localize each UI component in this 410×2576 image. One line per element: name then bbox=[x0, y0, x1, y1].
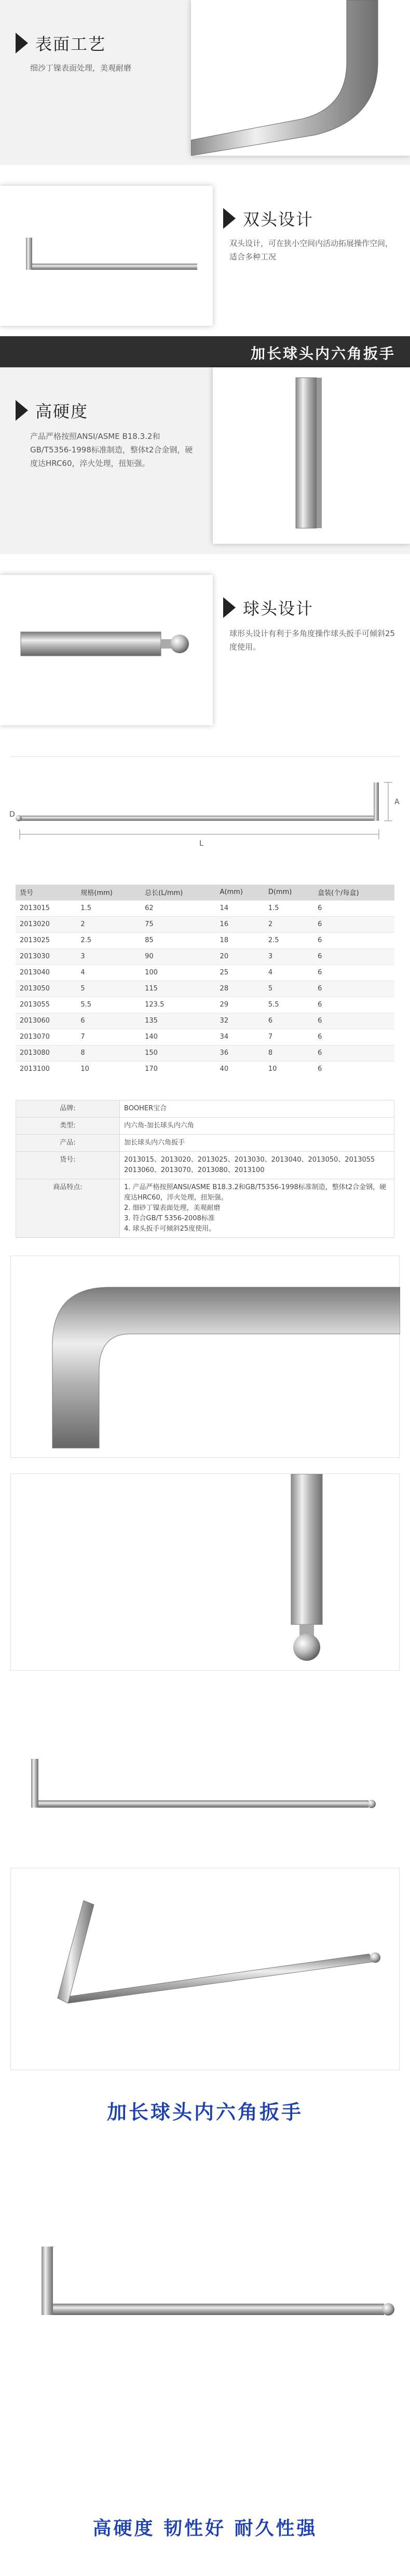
table-cell: 34 bbox=[216, 1029, 264, 1045]
feature-double-head-head bbox=[223, 206, 313, 230]
feature-double-head-desc: 双头设计，可在狭小空间内活动拓展操作空间，适合多种工况 bbox=[229, 239, 393, 261]
table-cell: 6 bbox=[313, 1013, 394, 1029]
table-cell: 2.5 bbox=[76, 932, 141, 948]
column-header: 总长(L/mm) bbox=[141, 885, 215, 900]
table-row bbox=[16, 1013, 394, 1029]
table-row bbox=[16, 1045, 394, 1061]
product-title: 加长球头内六角扳手 bbox=[106, 2101, 303, 2124]
table-cell: 2013015 bbox=[16, 900, 76, 916]
table-cell: 2013070 bbox=[16, 1029, 76, 1045]
product-photo-ballhead bbox=[10, 1473, 400, 1671]
table-cell: 16 bbox=[216, 916, 264, 932]
spec-table bbox=[16, 885, 394, 1077]
column-header: 货号 bbox=[16, 885, 76, 900]
slogan: 高硬度 韧性好 耐久性强 bbox=[92, 2518, 318, 2539]
info-value: 内六角-加长球头内六角 bbox=[120, 1118, 394, 1135]
table-cell: 18 bbox=[216, 932, 264, 948]
table-row bbox=[16, 1029, 394, 1045]
table-cell: 10 bbox=[76, 1061, 141, 1077]
dimension-label-a: A bbox=[394, 798, 400, 806]
product-info-table bbox=[16, 1100, 394, 1238]
table-cell: 6 bbox=[76, 1013, 141, 1029]
feature-line: 2. 细砂丁镍表面处理，美观耐磨 bbox=[124, 1204, 221, 1212]
table-cell: 85 bbox=[141, 932, 215, 948]
table-cell: 5.5 bbox=[76, 997, 141, 1013]
table-cell: 6 bbox=[313, 1061, 394, 1077]
table-cell: 2 bbox=[264, 916, 313, 932]
table-row bbox=[16, 965, 394, 981]
table-row bbox=[16, 981, 394, 997]
dimension-drawing bbox=[0, 751, 410, 876]
arrow-triangle-icon bbox=[223, 208, 236, 229]
table-cell: 4 bbox=[76, 965, 141, 981]
arrow-triangle-icon bbox=[223, 597, 236, 618]
arrow-triangle-icon bbox=[16, 33, 28, 53]
product-photo-closeup bbox=[10, 1256, 400, 1458]
table-cell: 123.5 bbox=[141, 997, 215, 1013]
table-cell: 4 bbox=[264, 965, 313, 981]
feature-hardness-section bbox=[0, 367, 410, 554]
dimension-label-l: L bbox=[199, 839, 203, 848]
table-cell: 6 bbox=[313, 916, 394, 932]
hex-key-ballhead-photo bbox=[11, 1474, 400, 1671]
feature-hardness-title: 高硬度 bbox=[35, 402, 89, 421]
info-row bbox=[16, 1152, 394, 1179]
table-row bbox=[16, 997, 394, 1013]
info-key: 品牌: bbox=[16, 1100, 120, 1118]
table-cell: 7 bbox=[264, 1029, 313, 1045]
feature-surface-title: 表面工艺 bbox=[35, 34, 106, 54]
table-cell: 170 bbox=[141, 1061, 215, 1077]
product-photo-full bbox=[10, 1681, 400, 1857]
table-cell: 25 bbox=[216, 965, 264, 981]
table-cell: 8 bbox=[264, 1045, 313, 1061]
table-cell: 2.5 bbox=[264, 932, 313, 948]
info-value: 加长球头内六角扳手 bbox=[120, 1135, 394, 1152]
table-row bbox=[16, 916, 394, 932]
column-header: 规格(mm) bbox=[76, 885, 141, 900]
feature-line: 4. 球头扳手可倾斜25度使用。 bbox=[124, 1225, 216, 1233]
table-cell: 32 bbox=[216, 1013, 264, 1029]
table-cell: 6 bbox=[313, 932, 394, 948]
table-cell: 28 bbox=[216, 981, 264, 997]
info-key: 货号: bbox=[16, 1152, 120, 1179]
table-cell: 2013030 bbox=[16, 948, 76, 965]
table-cell: 6 bbox=[313, 900, 394, 916]
feature-hardness-head bbox=[16, 398, 88, 422]
feature-line: 1. 产品严格按照ANSI/ASME B18.3.2和GB/T5356-1998标准制造，整体t2合金钢，硬度达HRC60，淬火处理，扭矩强。 bbox=[124, 1183, 387, 1202]
title-banner bbox=[0, 336, 410, 367]
table-cell: 75 bbox=[141, 916, 215, 932]
info-row bbox=[16, 1135, 394, 1152]
table-cell: 135 bbox=[141, 1013, 215, 1029]
table-cell: 2013025 bbox=[16, 932, 76, 948]
hex-key-double-head-image bbox=[0, 186, 213, 326]
feature-line: 3. 符合GB/T 5356-2008标准 bbox=[124, 1215, 215, 1222]
table-cell: 115 bbox=[141, 981, 215, 997]
column-header: D(mm) bbox=[264, 885, 313, 900]
table-cell: 10 bbox=[264, 1061, 313, 1077]
table-cell: 2013040 bbox=[16, 965, 76, 981]
feature-surface-desc: 细沙丁镍表面处理，美观耐磨 bbox=[30, 63, 132, 73]
table-row bbox=[16, 948, 394, 965]
feature-hardness-image bbox=[213, 367, 410, 544]
info-key: 产品: bbox=[16, 1135, 120, 1152]
table-cell: 2013080 bbox=[16, 1045, 76, 1061]
table-cell: 29 bbox=[216, 997, 264, 1013]
hex-key-full-photo bbox=[10, 1681, 400, 1857]
table-row bbox=[16, 900, 394, 916]
info-value bbox=[120, 1179, 394, 1238]
table-cell: 6 bbox=[313, 1045, 394, 1061]
spec-table-body bbox=[16, 900, 394, 1077]
table-cell: 36 bbox=[216, 1045, 264, 1061]
table-cell: 6 bbox=[313, 948, 394, 965]
hex-key-closeup-image bbox=[191, 0, 410, 156]
info-value: BOOHER宝合 bbox=[120, 1100, 394, 1118]
hex-key-closeup-photo bbox=[11, 1256, 400, 1458]
info-key: 类型: bbox=[16, 1118, 120, 1135]
table-cell: 8 bbox=[76, 1045, 141, 1061]
table-cell: 6 bbox=[313, 997, 394, 1013]
feature-ball-head-image bbox=[0, 575, 213, 725]
table-cell: 2013020 bbox=[16, 916, 76, 932]
dimension-label-d: D bbox=[9, 810, 15, 819]
column-header: A(mm) bbox=[216, 885, 264, 900]
product-photo-final bbox=[0, 2148, 410, 2428]
banner-title: 加长球头内六角扳手 bbox=[250, 345, 395, 362]
dimension-diagram bbox=[0, 751, 410, 876]
feature-surface-section bbox=[0, 0, 410, 165]
hex-key-angled-photo bbox=[11, 1868, 400, 2071]
table-cell: 2013100 bbox=[16, 1061, 76, 1077]
column-header: 盒装(个/每盒) bbox=[313, 885, 394, 900]
info-row bbox=[16, 1118, 394, 1135]
hex-key-hardness-image bbox=[213, 367, 410, 544]
feature-ball-head-head bbox=[223, 596, 313, 619]
table-cell: 2013055 bbox=[16, 997, 76, 1013]
table-cell: 1.5 bbox=[264, 900, 313, 916]
table-row bbox=[16, 932, 394, 948]
table-cell: 7 bbox=[76, 1029, 141, 1045]
info-row bbox=[16, 1179, 394, 1238]
table-cell: 6 bbox=[264, 1013, 313, 1029]
table-cell: 6 bbox=[313, 965, 394, 981]
table-cell: 90 bbox=[141, 948, 215, 965]
feature-surface-head bbox=[16, 31, 106, 55]
info-key: 商品特点: bbox=[16, 1179, 120, 1238]
feature-double-head-image bbox=[0, 186, 213, 326]
table-cell: 5.5 bbox=[264, 997, 313, 1013]
table-row bbox=[16, 1061, 394, 1077]
table-cell: 2013060 bbox=[16, 1013, 76, 1029]
table-cell: 5 bbox=[264, 981, 313, 997]
table-cell: 62 bbox=[141, 900, 215, 916]
hex-key-ball-head-image bbox=[0, 575, 213, 725]
table-cell: 140 bbox=[141, 1029, 215, 1045]
feature-double-head-section bbox=[0, 165, 410, 336]
table-cell: 2 bbox=[76, 916, 141, 932]
table-cell: 20 bbox=[216, 948, 264, 965]
table-cell: 100 bbox=[141, 965, 215, 981]
info-value: 2013015、2013020、2013025、2013030、2013040、2013050、2013055 2013060、2013070、2013080、2013100 bbox=[120, 1152, 394, 1179]
table-cell: 3 bbox=[76, 948, 141, 965]
table-cell: 14 bbox=[216, 900, 264, 916]
table-cell: 5 bbox=[76, 981, 141, 997]
product-photo-angled bbox=[10, 1868, 400, 2070]
arrow-triangle-icon bbox=[16, 400, 28, 421]
table-cell: 150 bbox=[141, 1045, 215, 1061]
feature-ball-head-title: 球头设计 bbox=[243, 599, 314, 618]
table-cell: 6 bbox=[313, 981, 394, 997]
info-row bbox=[16, 1100, 394, 1118]
table-cell: 40 bbox=[216, 1061, 264, 1077]
feature-double-head-title: 双头设计 bbox=[243, 210, 314, 229]
table-cell: 3 bbox=[264, 948, 313, 965]
feature-ball-head-section bbox=[0, 554, 410, 751]
table-cell: 2013050 bbox=[16, 981, 76, 997]
table-cell: 6 bbox=[313, 1029, 394, 1045]
table-header-row bbox=[16, 885, 394, 900]
feature-ball-head-desc: 球形头设计有利于多角度操作球头扳手可倾斜25度使用。 bbox=[229, 629, 395, 652]
feature-hardness-desc: 产品严格按照ANSI/ASME B18.3.2和GB/T5356-1998标准制造，整体t2合金钢，硬度达HRC60，淬火处理，扭矩强。 bbox=[30, 432, 193, 468]
table-cell: 1.5 bbox=[76, 900, 141, 916]
hex-key-final-photo bbox=[0, 2148, 410, 2428]
feature-surface-image bbox=[191, 0, 410, 156]
